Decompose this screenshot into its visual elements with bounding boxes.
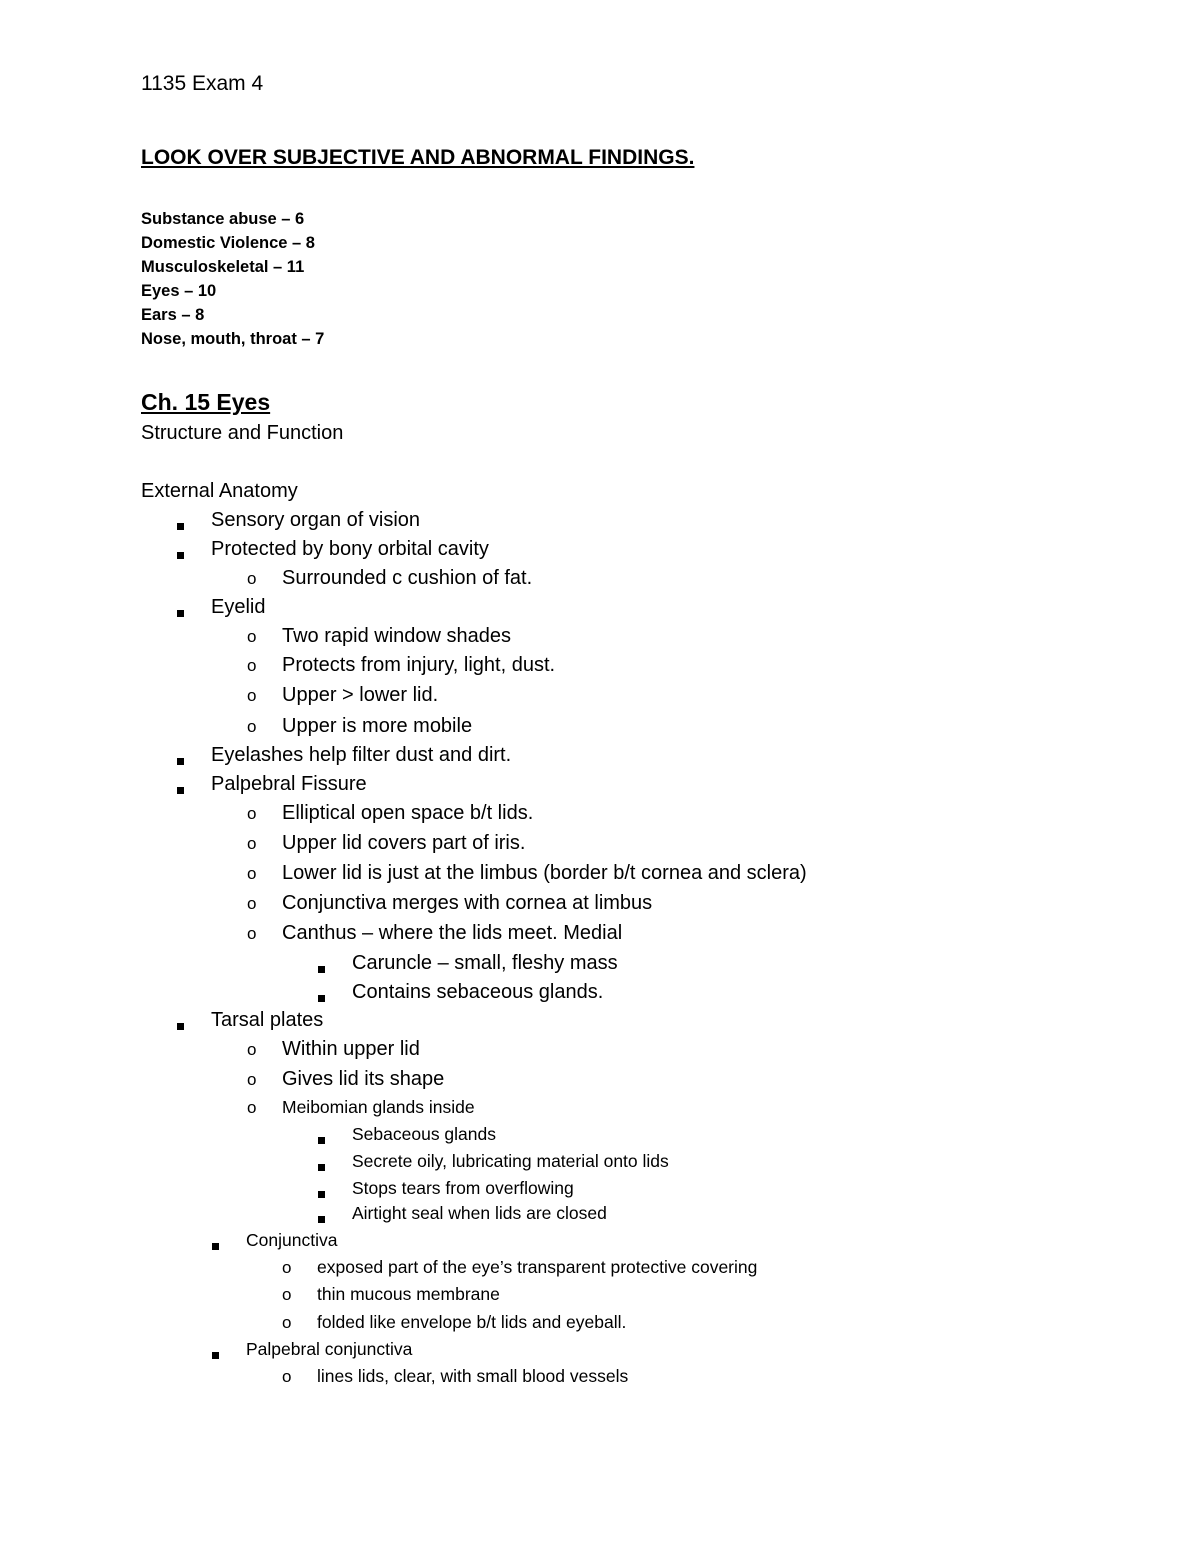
circle-bullet-icon: o xyxy=(247,627,257,646)
outline-item-level-1: Tarsal plates xyxy=(211,1009,324,1031)
square-bullet-icon xyxy=(318,989,325,1007)
circle-bullet-icon: o xyxy=(247,834,257,853)
circle-bullet-icon: o xyxy=(247,717,257,736)
circle-bullet-icon: o xyxy=(247,656,257,675)
circle-bullet-icon: o xyxy=(282,1285,292,1304)
outline-item-level-2: Meibomian glands inside xyxy=(282,1097,475,1117)
outline-item-level-2: Upper lid covers part of iris. xyxy=(282,832,526,854)
circle-bullet-icon: o xyxy=(247,804,257,823)
square-bullet-icon xyxy=(318,960,325,978)
outline-item-level-1: Conjunctiva xyxy=(246,1230,338,1250)
circle-bullet-icon: o xyxy=(247,924,257,943)
outline-item-level-2: Within upper lid xyxy=(282,1038,420,1060)
circle-bullet-icon: o xyxy=(282,1258,292,1277)
outline-item-level-2: exposed part of the eye’s transparent protective covering xyxy=(317,1257,758,1277)
count-item: Domestic Violence – 8 xyxy=(141,234,315,252)
square-bullet-icon xyxy=(212,1237,219,1255)
count-item: Musculoskeletal – 11 xyxy=(141,258,305,276)
outline-item-level-1: Eyelashes help filter dust and dirt. xyxy=(211,744,512,766)
circle-bullet-icon: o xyxy=(282,1367,292,1386)
outline-item-level-3: Caruncle – small, fleshy mass xyxy=(352,952,618,974)
outline-item-level-1: Palpebral Fissure xyxy=(211,773,367,795)
section-subtitle: Structure and Function xyxy=(141,422,344,444)
square-bullet-icon xyxy=(177,546,184,564)
circle-bullet-icon: o xyxy=(247,686,257,705)
outline-item-level-2: Two rapid window shades xyxy=(282,625,512,647)
outline-item-level-3: Secrete oily, lubricating material onto lids xyxy=(352,1151,669,1171)
outline-item-level-2: Protects from injury, light, dust. xyxy=(282,654,556,676)
outline-item-level-2: Upper > lower lid. xyxy=(282,684,439,706)
circle-bullet-icon: o xyxy=(247,894,257,913)
outline-item-level-2: Upper is more mobile xyxy=(282,715,473,737)
square-bullet-icon xyxy=(177,1017,184,1035)
outline-item-level-1: Eyelid xyxy=(211,596,266,618)
outline-item-level-1: Sensory organ of vision xyxy=(211,509,421,531)
count-item: Ears – 8 xyxy=(141,306,205,324)
outline-item-level-1: Protected by bony orbital cavity xyxy=(211,538,489,560)
outline-item-level-1: Palpebral conjunctiva xyxy=(246,1339,413,1359)
review-banner: LOOK OVER SUBJECTIVE AND ABNORMAL FINDINGS. xyxy=(141,146,695,169)
square-bullet-icon xyxy=(212,1346,219,1364)
document-title: 1135 Exam 4 xyxy=(141,72,264,95)
square-bullet-icon xyxy=(318,1158,325,1176)
circle-bullet-icon: o xyxy=(282,1313,292,1332)
outline-item-level-2: lines lids, clear, with small blood vessels xyxy=(317,1366,629,1386)
outline-item-level-3: Sebaceous glands xyxy=(352,1124,496,1144)
outline-item-level-2: Surrounded c cushion of fat. xyxy=(282,567,533,589)
square-bullet-icon xyxy=(318,1210,325,1228)
count-item: Eyes – 10 xyxy=(141,282,217,300)
outline-item-level-3: Airtight seal when lids are closed xyxy=(352,1203,607,1223)
outline-item-level-2: folded like envelope b/t lids and eyeball. xyxy=(317,1312,627,1332)
circle-bullet-icon: o xyxy=(247,864,257,883)
outline-item-level-2: Conjunctiva merges with cornea at limbus xyxy=(282,892,653,914)
outline-item-level-2: Lower lid is just at the limbus (border b/t cornea and sclera) xyxy=(282,862,807,884)
outline-item-level-2: Gives lid its shape xyxy=(282,1068,445,1090)
outline-item-level-2: Elliptical open space b/t lids. xyxy=(282,802,534,824)
circle-bullet-icon: o xyxy=(247,1040,257,1059)
outline-item-level-3: Stops tears from overflowing xyxy=(352,1178,574,1198)
square-bullet-icon xyxy=(318,1131,325,1149)
square-bullet-icon xyxy=(177,517,184,535)
chapter-heading: Ch. 15 Eyes xyxy=(141,389,271,415)
square-bullet-icon xyxy=(177,752,184,770)
circle-bullet-icon: o xyxy=(247,1098,257,1117)
section-heading: External Anatomy xyxy=(141,480,298,502)
count-item: Nose, mouth, throat – 7 xyxy=(141,330,325,348)
circle-bullet-icon: o xyxy=(247,569,257,588)
outline-item-level-2: thin mucous membrane xyxy=(317,1284,500,1304)
square-bullet-icon xyxy=(177,604,184,622)
outline-item-level-2: Canthus – where the lids meet. Medial xyxy=(282,922,623,944)
square-bullet-icon xyxy=(318,1185,325,1203)
outline-item-level-3: Contains sebaceous glands. xyxy=(352,981,604,1003)
square-bullet-icon xyxy=(177,781,184,799)
count-item: Substance abuse – 6 xyxy=(141,210,305,228)
circle-bullet-icon: o xyxy=(247,1070,257,1089)
